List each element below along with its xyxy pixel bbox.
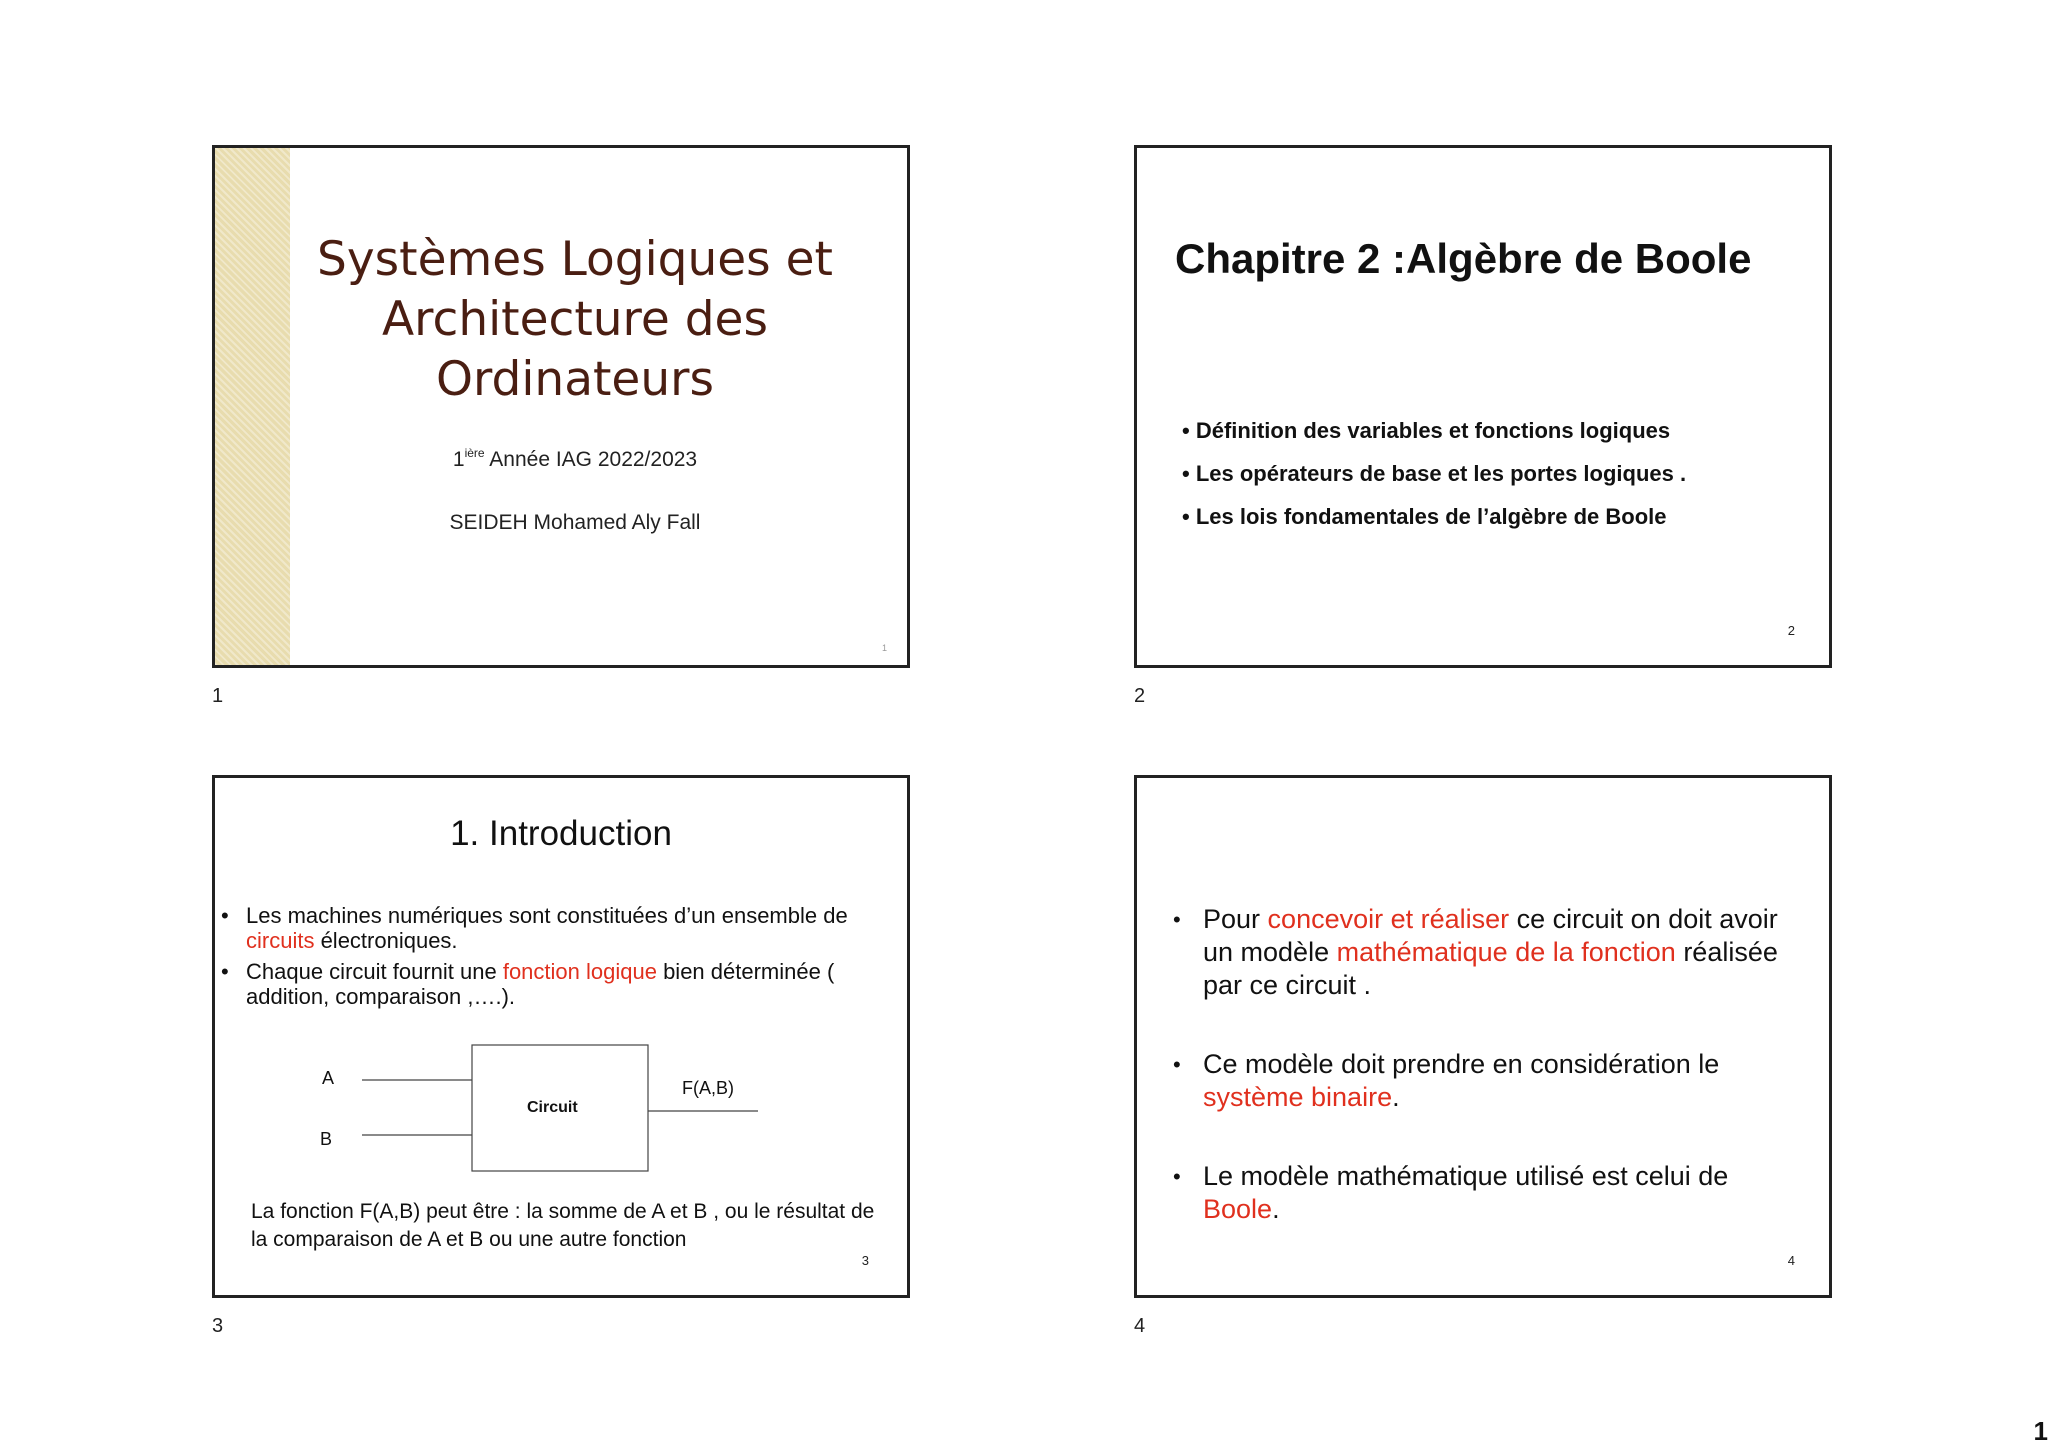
list-item: • Les machines numériques sont constituées d’un ensemble de circuits électroniques. — [215, 903, 885, 953]
list-item: • Pour concevoir et réaliser ce circuit on doit avoir un modèle mathématique de la fonction réalisée par ce circuit . — [1167, 903, 1807, 1002]
title-line: Systèmes Logiques et — [317, 232, 833, 287]
input-a-label: A — [322, 1068, 335, 1088]
list-item: • Définition des variables et fonctions logiques — [1182, 418, 1686, 461]
slide-1-title — [310, 230, 840, 410]
slide-page-label: 1 — [212, 685, 224, 707]
bullet-list — [1182, 418, 1686, 547]
slide-page-label: 4 — [1134, 1315, 1146, 1337]
title-line: Ordinateurs — [436, 352, 714, 407]
slide-3 — [212, 775, 910, 1298]
sheet-page-number: 1 — [2033, 1416, 2048, 1446]
slide-2 — [1134, 145, 1832, 668]
slide-page-label: 3 — [212, 1315, 224, 1337]
bullet-list — [1167, 903, 1807, 1272]
output-label: F(A,B) — [682, 1078, 734, 1098]
slide-3-title: 1. Introduction — [450, 814, 672, 853]
list-item: • Les opérateurs de base et les portes logiques . — [1182, 461, 1686, 504]
author-name: SEIDEH Mohamed Aly Fall — [449, 511, 701, 534]
caption: La fonction F(A,B) peut être : la somme de A et B , ou le résultat de la comparaison de A et B ou une autre fonction — [251, 1200, 875, 1251]
slide-4 — [1134, 775, 1832, 1298]
academic-year: $1^{ière}$ Année IAG 2022/2023 — [452, 446, 698, 471]
slide-number: 2 — [1787, 623, 1795, 638]
list-item: • Le modèle mathématique utilisé est celui de Boole. — [1167, 1160, 1807, 1226]
list-item: • Les lois fondamentales de l’algèbre de Boole — [1182, 504, 1686, 547]
circuit-label: Circuit — [527, 1099, 578, 1116]
list-item: • Ce modèle doit prendre en considération le système binaire. — [1167, 1048, 1807, 1114]
slide-number: 1 — [881, 643, 887, 653]
slide-1 — [212, 145, 910, 668]
list-item: • Chaque circuit fournit une fonction logique bien déterminée ( addition, comparaison ,….). — [215, 959, 885, 1009]
input-b-label: B — [320, 1129, 333, 1149]
slide-number: 4 — [1787, 1253, 1795, 1268]
slide-page-label: 2 — [1134, 685, 1146, 707]
slide-number: 3 — [861, 1253, 869, 1268]
slide-2-title: Chapitre 2 :Algèbre de Boole — [1175, 235, 1752, 282]
decorative-stripe — [215, 148, 290, 665]
title-line: Architecture des — [382, 292, 768, 347]
